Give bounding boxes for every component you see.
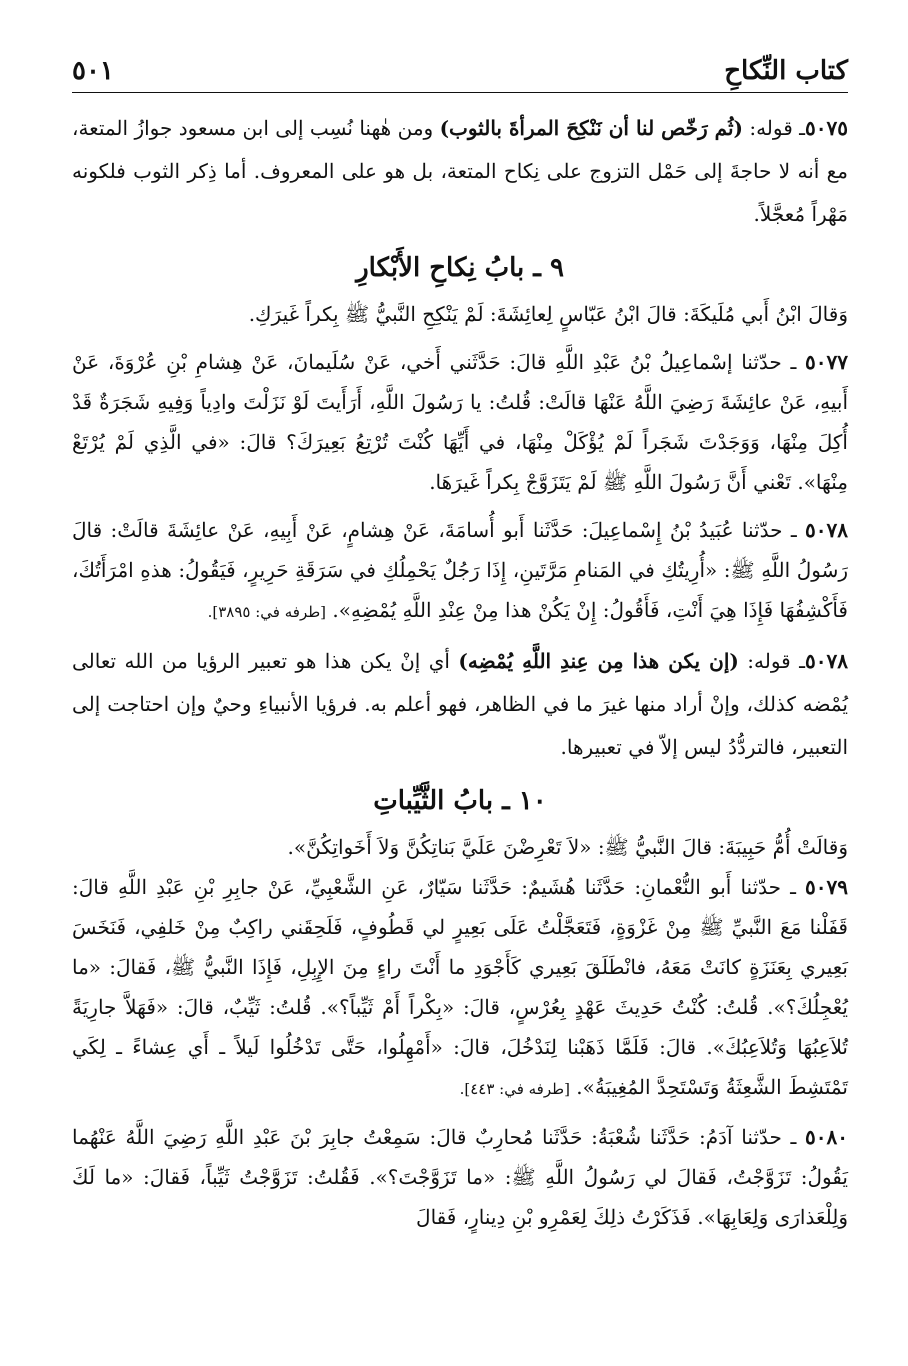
hadith-number: ٥٠٧٩ — [805, 875, 848, 899]
commentary-text: ومن هٰهنا نُسِب إلى ابن مسعود جوازُ المتعة، مع أنه لا حاجةَ إلى حَمْل التزوج على نِكاح المتعة، بل هو على المعروف. أما ذِكر الثوب فلكونه مَهْراً مُعجَّلاً. — [72, 116, 848, 226]
chapter-10-intro: وَقالَتْ أُمُّ حَبِيبَةَ: قالَ النَّبيُّ ﷺ: «لاَ تَعْرِضْنَ عَلَيَّ بَناتِكُنَّ وَلاَ أَخَواتِكُنَّ». — [287, 835, 848, 859]
quoted-phrase: (ثُم رَخّص لنا أن نَنْكِحَ المرأةَ بالثوب) — [439, 116, 743, 140]
hadith-text: ـ حدّثنا عُبَيدُ بْنُ إِسْماعِيلَ: حَدَّثَنا أَبو أُسامَةَ، عَنْ هِشامٍ، عَنْ أَبِيهِ، عَنْ عائِشَةَ قالَتْ: قالَ رَسُولُ اللَّهِ ﷺ: «أُرِيتُكِ في المَنامِ مَرَّتَينِ، إِذَا رَجُلٌ يَحْمِلُكِ في سَرَقَةِ حَرِيرٍ، فَيَقُولُ: هذهِ امْرَأَتُكَ، فَأَكْشِفُهَا فَإِذَا هِيَ أَنْتِ، فَأَقُولُ: إِنْ يَكُنْ هذا مِنْ عِنْدِ اللَّهِ يُمْضِهِ». — [72, 518, 848, 622]
hadith-number: ٥٠٨٠ — [805, 1125, 848, 1149]
book-title: كتاب النِّكاحِ — [724, 56, 848, 86]
hadith-5078 — [72, 510, 848, 632]
commentary-5075 — [72, 107, 848, 236]
hadith-text: ـ حدّثنا إسْماعِيلُ بْنُ عَبْدِ اللَّهِ قالَ: حَدَّثَني أَخي، عَنْ سُلَيمانَ، عَنْ هِشامِ بْنِ عُرْوَةَ، عَنْ أَبيهِ، عَنْ عائِشَةَ رَضِيَ اللَّهُ عَنْهَا قالَتْ: قُلتُ: يا رَسُولَ اللَّهِ، أَرَأَيتَ لَوْ نَزَلْتَ وادِياً وَفِيهِ شَجَرَةٌ قَدْ أُكِلَ مِنْهَا، وَوَجَدْتَ شَجَراً لَمْ يُؤْكَلْ مِنْهَا، في أَيِّهَا كُنْتَ تُرْتِعُ بَعِيرَكَ؟ قالَ: «في الَّذِي لَمْ يُرْتَعْ مِنْهَا». تَعْني أَنَّ رَسُولَ اللَّهِ ﷺ لَمْ يَتَزَوَّجْ بِكراً غَيرَهَا. — [72, 350, 848, 494]
running-header — [72, 56, 848, 93]
chapter-heading-10: ١٠ ـ بابُ الثَّيِّباتِ — [373, 786, 547, 816]
book-page — [72, 56, 848, 1346]
hadith-text: ـ حدّثنا آدَمُ: حَدَّثَنا شُعْبَةُ: حَدَّثَنا مُحارِبٌ قالَ: سَمِعْتُ جابِرَ بْنَ عَبْدِ اللَّهِ رَضِيَ اللَّهُ عَنْهُما يَقُولُ: تَزَوَّجْتُ، فَقالَ لي رَسُولُ اللَّهِ ﷺ: «ما تَزَوَّجْتَ؟». فَقُلتُ: تَزَوَّجْتُ ثَيِّباً، فَقالَ: «ما لَكَ وَلِلْعَذارَى وَلِعَابِهَا». فَذَكَرْتُ ذلِكَ لِعَمْرِو بْنِ دِينارٍ، فَقالَ — [72, 1125, 848, 1229]
hadith-number: ٥٠٧٧ — [805, 350, 848, 374]
cross-reference: [طرفه في: ٣٨٩٥]. — [207, 603, 327, 621]
chapter-9-intro: وَقالَ ابْنُ أَبي مُلَيكَةَ: قالَ ابْنُ عَبّاسٍ لِعائِشَةَ: لَمْ يَنْكِحِ النَّبيُّ ﷺ بِكراً غَيرَكِ. — [248, 302, 848, 326]
hadith-number: ٥٠٧٨ — [805, 518, 848, 542]
hadith-5080 — [72, 1117, 848, 1237]
chapter-heading-9: ٩ ـ بابُ نِكاحِ الأَبْكارِ — [356, 253, 564, 283]
hadith-text: ـ حدّثنا أَبو النُّعْمانِ: حَدَّثَنا هُشَيمٌ: حَدَّثَنا سَيّارٌ، عَنِ الشَّعْبِيِّ، عَنْ جابِرِ بْنِ عَبْدِ اللَّهِ قالَ: قَفَلْنا مَعَ النَّبيِّ ﷺ مِنْ غَزْوَةٍ، فَتَعَجَّلْتُ عَلَى بَعِيرٍ لي قَطُوفٍ، فَلَحِقَني راكِبٌ مِنْ خَلفِي، فَنَخَسَ بَعِيري بِعَنَزَةٍ كانَتْ مَعَهُ، فانْطَلَقَ بَعِيري كَأَجْوَدِ ما أَنْتَ راءٍ مِنَ الإِبِلِ، فَإِذَا النَّبيُّ ﷺ، فَقالَ: «ما يُعْجِلُكَ؟». قُلتُ: كُنْتُ حَدِيثَ عَهْدٍ بِعُرْسٍ، قالَ: «بِكْراً أَمْ ثَيِّباً؟». قُلتُ: ثَيِّبٌ، قالَ: «فَهَلاَّ جارِيَةً تُلاَعِبُهَا وَتُلاَعِبُكَ». قالَ: فَلَمَّا ذَهَبْنا لِنَدْخُلَ، قالَ: «أَمْهِلُوا، حَتَّى تَدْخُلُوا لَيلاً ـ أَي عِشاءً ـ لِكَي تَمْتَشِطَ الشَّعِثَةُ وَتَسْتَحِدَّ المُغِيبَةُ». — [72, 875, 848, 1099]
page-number: ٥٠١ — [72, 56, 114, 86]
spacer — [72, 502, 848, 510]
hadith-5077 — [72, 342, 848, 502]
quoted-phrase: (إن يكن هذا مِن عِندِ اللَّهِ يُمْضِه) — [458, 649, 739, 673]
spacer — [72, 632, 848, 640]
entry-lead: ـ قوله: — [738, 649, 806, 673]
commentary-5078 — [72, 640, 848, 769]
cross-reference: [طرفه في: ٤٤٣]. — [459, 1080, 570, 1098]
commentary-text: أي إنْ يكن هذا هو تعبير الرؤيا من الله تعالى يُمْضه كذلك، وإنْ أراد منها غيرَ ما في الظاهر، فهو أعلم به. فرؤيا الأنبياءِ وحيٌ وإن احتاجت إلى التعبير، فالتردُّدُ ليس إلاّ في تعبيرها. — [72, 649, 848, 759]
spacer — [72, 1109, 848, 1117]
spacer — [72, 334, 848, 342]
entry-number: ٥٠٧٨ — [805, 649, 848, 673]
entry-lead: ـ قوله: — [742, 116, 806, 140]
entry-number: ٥٠٧٥ — [805, 116, 848, 140]
hadith-5079 — [72, 867, 848, 1109]
